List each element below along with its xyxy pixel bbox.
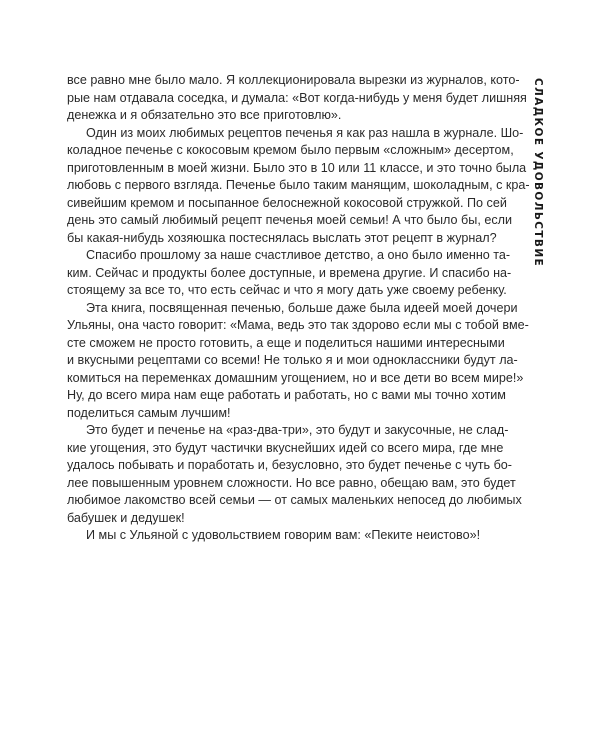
text-line: бы какая-нибудь хозяюшка постеснялась выслать этот рецепт в журнал?	[67, 230, 497, 245]
text-line: Спасибо прошлому за наше счастливое детство, а оно было именно та-	[86, 248, 511, 262]
text-line: кие угощения, это будут частички вкуснейших идей со всего мира, где мне	[67, 440, 504, 455]
text-line: Один из моих любимых рецептов печенья я как раз нашла в журнале. Шо-	[86, 125, 524, 140]
text-line: коладное печенье с кокосовым кремом было первым «сложным» десертом,	[67, 143, 514, 157]
text-line: приготовленным в моей жизни. Было это в 10 или 11 классе, и это точно была	[67, 160, 527, 175]
text-line: Эта книга, посвященная печенью, больше даже была идеей моей дочери	[86, 300, 518, 315]
text-line: И мы с Ульяной с удовольствием говорим вам: «Пеките неистово»!	[86, 528, 481, 542]
text-line: денежка и я обязательно это все приготовлю».	[67, 108, 342, 122]
text-line: Ну, до всего мира нам еще работать и работать, но с вами мы точно хотим	[67, 388, 506, 402]
text-line: день это самый любимый рецепт печенья моей семьи! А что было бы, если	[67, 213, 512, 227]
text-line: сте сможем не просто готовить, а еще и поделиться нашими интересными	[67, 335, 505, 350]
text-line: все равно мне было мало. Я коллекционировала вырезки из журналов, кото-	[67, 73, 520, 87]
text-line: бабушек и дедушек!	[67, 510, 185, 525]
text-line: Ульяны, она часто говорит: «Мама, ведь это так здорово если мы с тобой вме-	[67, 318, 529, 332]
text-line: ким. Сейчас и продукты более доступные, и времена другие. И спасибо на-	[67, 265, 512, 280]
text-line: рые нам отдавала соседка, и думала: «Вот когда-нибудь у меня будет лишняя	[67, 90, 527, 105]
text-line: Это будет и печенье на «раз-два-три», это будут и закусочные, не слад-	[86, 423, 509, 437]
text-line: поделиться самым лучшим!	[67, 405, 231, 420]
text-line: лее повышенным уровнем сложности. Но все равно, обещаю вам, это будет	[67, 475, 516, 490]
text-line: комиться на переменках домашним угощением, но и все дети во всем мире!»	[67, 370, 524, 385]
body-text	[67, 72, 530, 545]
text-line: и вкусными рецептами со всеми! Не только я и мои одноклассники будут ла-	[67, 353, 518, 367]
text-line: сивейшим кремом и посыпанное белоснежной кокосовой стружкой. По сей	[67, 195, 507, 210]
text-line: любимое лакомство всей семьи — от самых маленьких непосед до любимых	[67, 493, 522, 507]
text-line: любовь с первого взгляда. Печенье было таким манящим, шоколадным, с кра-	[67, 178, 530, 192]
text-line: удалось побывать и поработать и, безусловно, это будет печенье с чуть бо-	[67, 458, 512, 472]
running-head: СЛАДКОЕ УДОВОЛЬСТВИЕ	[532, 78, 544, 268]
text-line: стоящему за все то, что есть сейчас и что я могу дать уже своему ребенку.	[67, 283, 507, 297]
